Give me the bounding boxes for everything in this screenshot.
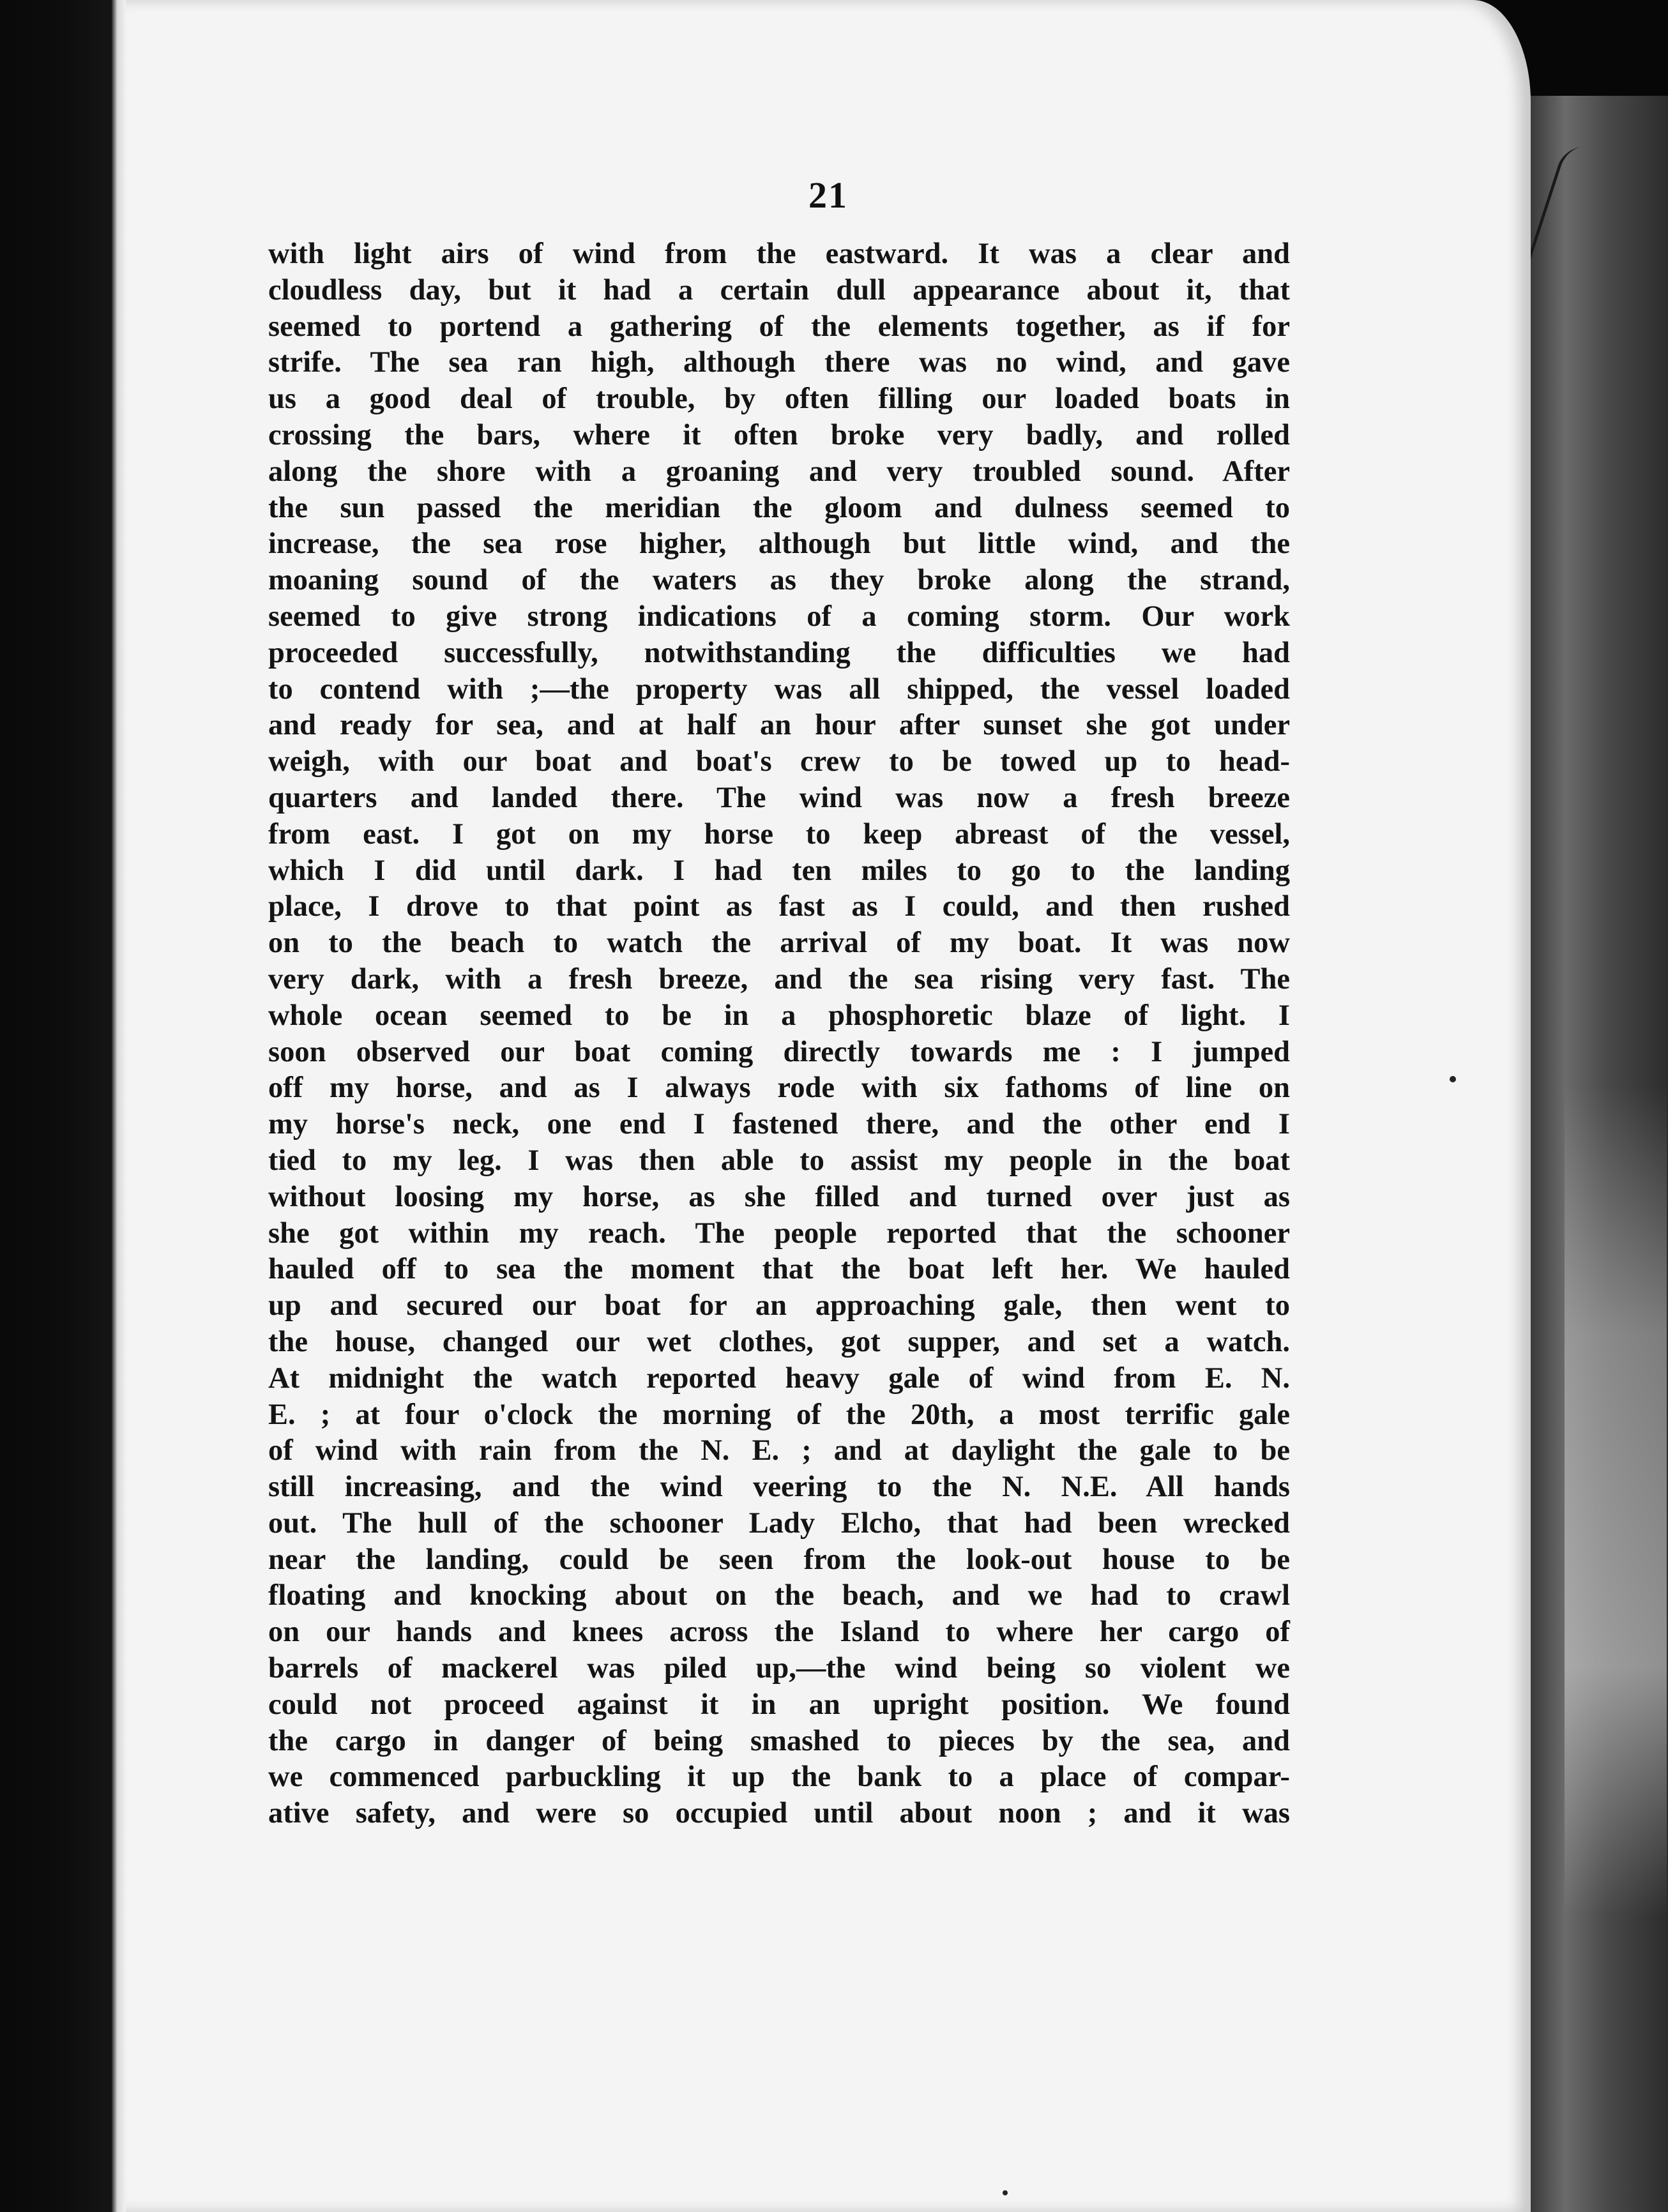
text-line: whole ocean seemed to be in a phosphoretic blaze of light. I bbox=[268, 999, 1290, 1032]
text-line: to contend with ;—the property was all shipped, the vessel loaded bbox=[268, 672, 1290, 706]
text-line: weigh, with our boat and boat's crew to be towed up to head- bbox=[268, 745, 1290, 778]
text-line: floating and knocking about on the beach, and we had to crawl bbox=[268, 1579, 1290, 1612]
text-line: moaning sound of the waters as they broke along the strand, bbox=[268, 564, 1290, 597]
text-line: At midnight the watch reported heavy gale of wind from E. N. bbox=[268, 1361, 1290, 1395]
text-line: off my horse, and as I always rode with six fathoms of line on bbox=[268, 1072, 1290, 1105]
text-line: without loosing my horse, as she filled and turned over just as bbox=[268, 1180, 1290, 1213]
text-line: soon observed our boat coming directly towards me : I jumped bbox=[268, 1035, 1290, 1068]
text-line: very dark, with a fresh breeze, and the sea rising very fast. The bbox=[268, 962, 1290, 996]
page-body-text bbox=[268, 236, 1290, 1832]
left-gutter bbox=[0, 0, 112, 2212]
text-line: seemed to give strong indications of a coming storm. Our work bbox=[268, 600, 1290, 633]
text-line: with light airs of wind from the eastward. It was a clear and bbox=[268, 238, 1290, 270]
text-line: hauled off to sea the moment that the boat left her. We hauled bbox=[268, 1253, 1290, 1286]
right-page-stack-highlight bbox=[1565, 1086, 1667, 1916]
text-line: proceeded successfully, notwithstanding the difficulties we had bbox=[268, 636, 1290, 669]
text-line: the sun passed the meridian the gloom and dulness seemed to bbox=[268, 491, 1290, 524]
text-line: near the landing, could be seen from the look-out house to be bbox=[268, 1543, 1290, 1576]
text-line: quarters and landed there. The wind was now a fresh breeze bbox=[268, 781, 1290, 814]
text-line: she got within my reach. The people reported that the schooner bbox=[268, 1216, 1290, 1250]
text-line: crossing the bars, where it often broke very badly, and rolled bbox=[268, 418, 1290, 451]
text-line: strife. The sea ran high, although there was no wind, and gave bbox=[268, 346, 1290, 379]
text-line: out. The hull of the schooner Lady Elcho, that had been wrecked bbox=[268, 1506, 1290, 1540]
text-line: from east. I got on my horse to keep abreast of the vessel, bbox=[268, 817, 1290, 851]
text-line: on to the beach to watch the arrival of my boat. It was now bbox=[268, 927, 1290, 960]
text-line: cloudless day, but it had a certain dull appearance about it, that bbox=[268, 273, 1290, 307]
text-line: could not proceed against it in an upright position. We found bbox=[268, 1688, 1290, 1721]
scan-speck bbox=[1450, 1076, 1456, 1082]
text-line: up and secured our boat for an approaching gale, then went to bbox=[268, 1289, 1290, 1322]
text-line: on our hands and knees across the Island to where her cargo of bbox=[268, 1616, 1290, 1649]
text-line: increase, the sea rose higher, although but little wind, and the bbox=[268, 527, 1290, 561]
page-number: 21 bbox=[808, 174, 848, 216]
text-line: which I did until dark. I had ten miles to go to the landing bbox=[268, 854, 1290, 887]
text-line: E. ; at four o'clock the morning of the 20th, a most terrific gale bbox=[268, 1398, 1290, 1431]
text-line: of wind with rain from the N. E. ; and at daylight the gale to be bbox=[268, 1434, 1290, 1467]
text-line: and ready for sea, and at half an hour after sunset she got under bbox=[268, 709, 1290, 742]
text-line: my horse's neck, one end I fastened there, and the other end I bbox=[268, 1108, 1290, 1141]
text-line: we commenced parbuckling it up the bank to a place of compar- bbox=[268, 1761, 1290, 1794]
text-line: seemed to portend a gathering of the elements together, as if for bbox=[268, 310, 1290, 343]
text-line: the house, changed our wet clothes, got supper, and set a watch. bbox=[268, 1325, 1290, 1358]
text-line: place, I drove to that point as fast as I could, and then rushed bbox=[268, 890, 1290, 923]
text-line: ative safety, and were so occupied until about noon ; and it was bbox=[268, 1797, 1290, 1830]
text-line: us a good deal of trouble, by often filling our loaded boats in bbox=[268, 383, 1290, 416]
text-line: the cargo in danger of being smashed to pieces by the sea, and bbox=[268, 1724, 1290, 1757]
text-line: tied to my leg. I was then able to assist my people in the boat bbox=[268, 1144, 1290, 1177]
text-line: still increasing, and the wind veering to the N. N.E. All hands bbox=[268, 1471, 1290, 1504]
text-line: along the shore with a groaning and very troubled sound. After bbox=[268, 455, 1290, 488]
scan-speck bbox=[1003, 2190, 1008, 2195]
text-line: barrels of mackerel was piled up,—the wind being so violent we bbox=[268, 1652, 1290, 1685]
left-page-edge bbox=[112, 0, 126, 2212]
